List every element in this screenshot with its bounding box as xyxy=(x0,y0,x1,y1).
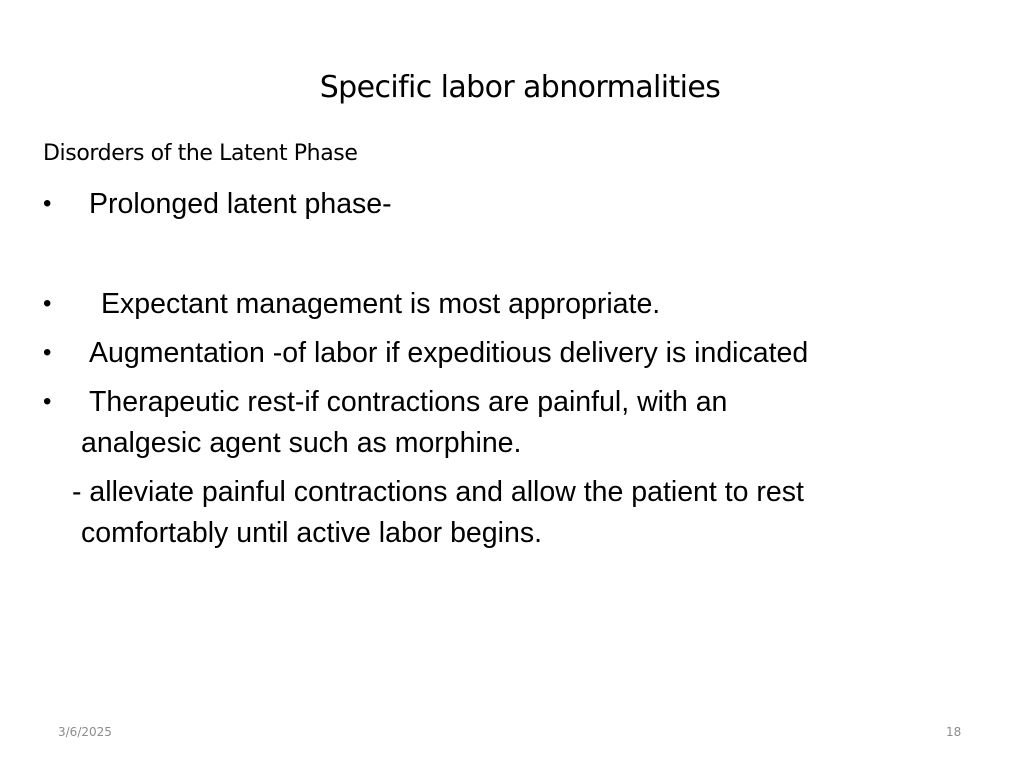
footer-page-number: 18 xyxy=(946,725,962,739)
bullet-marker: • xyxy=(43,290,52,317)
bullet-text-prolonged-latent-phase: Prolonged latent phase- xyxy=(89,188,392,220)
sub-note-line-1: - alleviate painful contractions and allow the patient to rest xyxy=(72,476,804,508)
slide-title: Specific labor abnormalities xyxy=(319,70,721,105)
sub-note-line-2: comfortably until active labor begins. xyxy=(81,517,542,549)
bullet-marker: • xyxy=(43,190,52,217)
bullet-text-therapeutic-rest: Therapeutic rest-if contractions are painful, with an xyxy=(89,386,728,418)
footer-date: 3/6/2025 xyxy=(58,725,112,739)
bullet-text-augmentation: Augmentation -of labor if expeditious delivery is indicated xyxy=(89,337,809,369)
bullet-marker: • xyxy=(43,339,52,366)
bullet-text-expectant-management: Expectant management is most appropriate. xyxy=(101,288,661,320)
bullet-marker: • xyxy=(43,388,52,415)
section-subheading: Disorders of the Latent Phase xyxy=(43,141,358,166)
bullet-text-continuation: analgesic agent such as morphine. xyxy=(81,427,522,459)
